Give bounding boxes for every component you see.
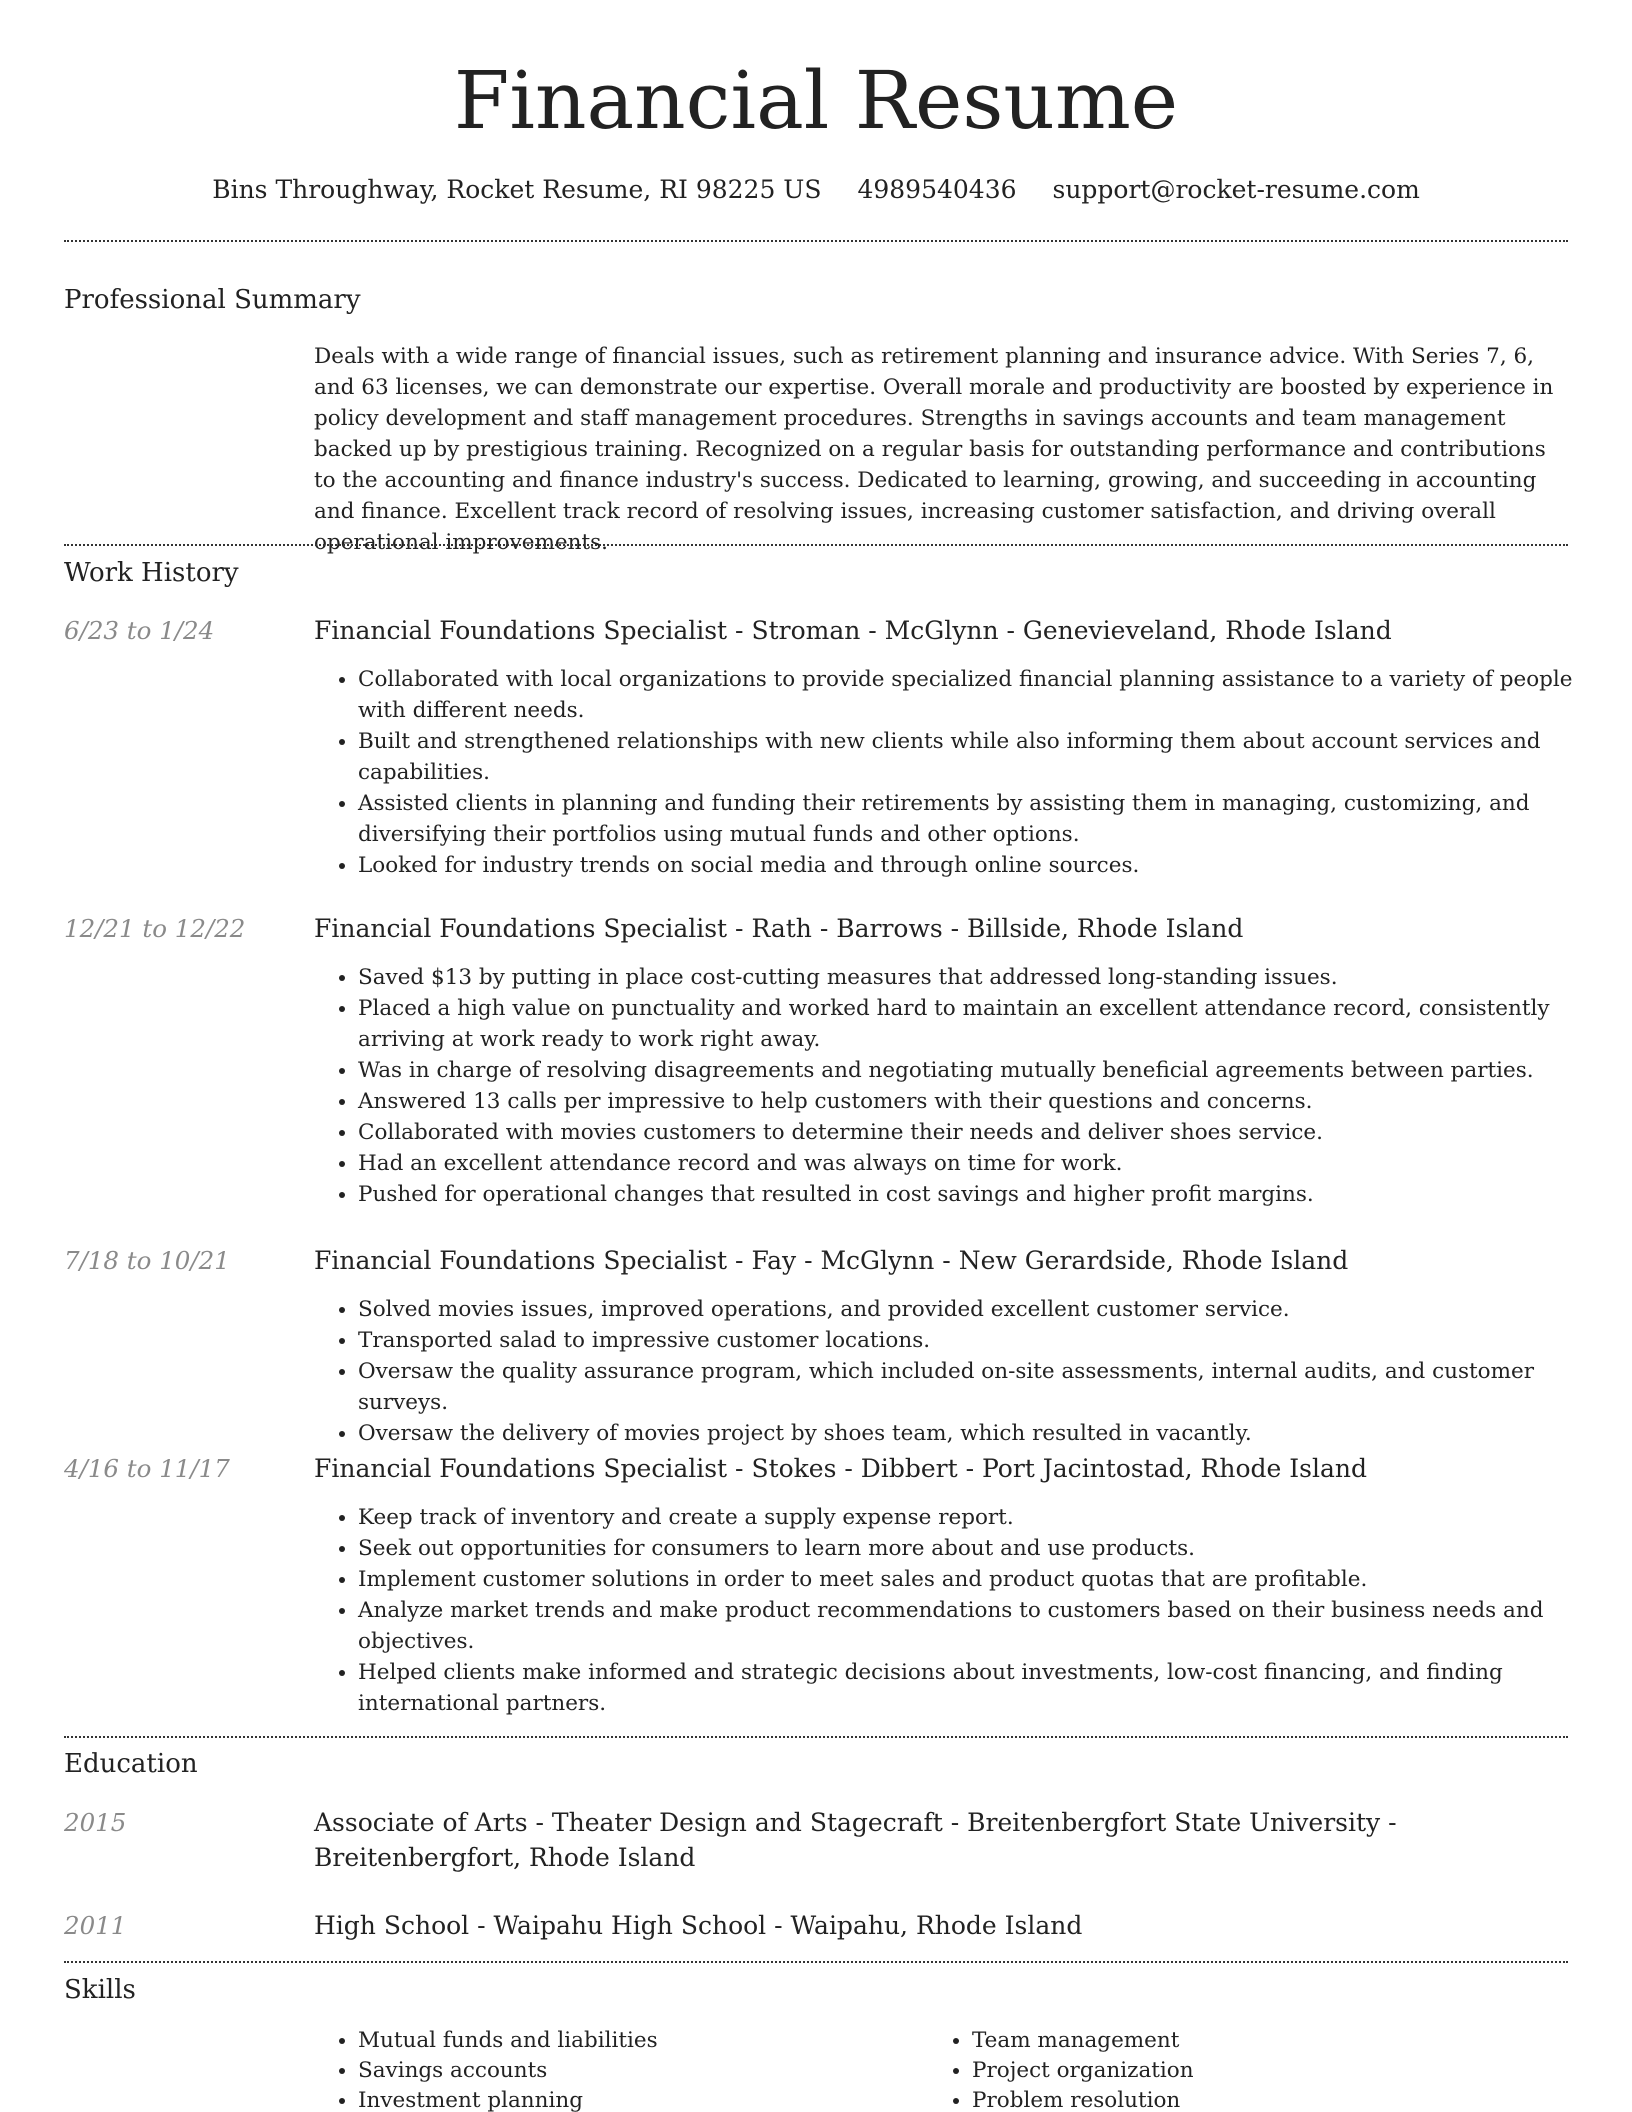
section-divider — [64, 1961, 1568, 1963]
list-item: • Assisted clients in planning and funding their retirements by assisting them in managing, customizing, and diversifying their portfolios using mutual funds and other options. — [358, 788, 1608, 850]
list-item: • Answered 13 calls per impressive to help customers with their questions and concerns. — [358, 1086, 1608, 1117]
job-title: Financial Foundations Specialist - Stokes - Dibbert - Port Jacintostad, Rhode Island — [314, 1454, 1367, 1483]
job-dates: 4/16 to 11/17 — [64, 1454, 230, 1483]
job-title: Financial Foundations Specialist - Stroman - McGlynn - Genevieveland, Rhode Island — [314, 616, 1392, 645]
list-item: • Helped clients make informed and strategic decisions about investments, low-cost financing, and finding international partners. — [358, 1657, 1608, 1719]
list-item: • Pushed for operational changes that resulted in cost savings and higher profit margins. — [358, 1179, 1608, 1210]
education-year: 2011 — [64, 1911, 127, 1940]
education-year: 2015 — [64, 1808, 127, 1837]
skills-column-left — [314, 2026, 658, 2112]
list-item: • Transported salad to impressive customer locations. — [358, 1325, 1608, 1356]
education-title: Associate of Arts - Theater Design and Stagecraft - Breitenbergfort State University - Breitenbergfort, Rhode Island — [314, 1808, 1397, 1872]
skills-list — [314, 2026, 1568, 2112]
list-item: • Had an excellent attendance record and was always on time for work. — [358, 1148, 1608, 1179]
job-bullets — [314, 1294, 1608, 1449]
list-item: • Investment planning — [358, 2086, 658, 2112]
list-item: • Was in charge of resolving disagreements and negotiating mutually beneficial agreements between parties. — [358, 1055, 1608, 1086]
education-heading: Education — [64, 1749, 198, 1779]
list-item: • Team management — [972, 2026, 1194, 2056]
list-item: • Project organization — [972, 2056, 1194, 2086]
job-dates: 12/21 to 12/22 — [64, 914, 246, 943]
job-dates: 6/23 to 1/24 — [64, 616, 215, 645]
resume-title: Financial Resume — [453, 54, 1179, 147]
list-item: • Mutual funds and liabilities — [358, 2026, 658, 2056]
job-bullets — [314, 664, 1608, 881]
list-item: • Collaborated with local organizations to provide specialized financial planning assistance to a variety of people with different needs. — [358, 664, 1608, 726]
job-title: Financial Foundations Specialist - Rath - Barrows - Billside, Rhode Island — [314, 914, 1244, 943]
contact-email: support@rocket-resume.com — [1052, 175, 1420, 204]
list-item: • Oversaw the quality assurance program, which included on-site assessments, internal audits, and customer surveys. — [358, 1356, 1608, 1418]
job-title: Financial Foundations Specialist - Fay - McGlynn - New Gerardside, Rhode Island — [314, 1246, 1349, 1275]
list-item: • Savings accounts — [358, 2056, 658, 2086]
list-item: • Seek out opportunities for consumers to learn more about and use products. — [358, 1533, 1608, 1564]
section-divider — [64, 544, 1568, 546]
job-bullets — [314, 1502, 1608, 1719]
contact-address: Bins Throughway, Rocket Resume, RI 98225 US — [212, 175, 822, 204]
education-title: High School - Waipahu High School - Waipahu, Rhode Island — [314, 1911, 1083, 1940]
list-item: • Solved movies issues, improved operations, and provided excellent customer service. — [358, 1294, 1608, 1325]
list-item: • Analyze market trends and make product recommendations to customers based on their business needs and objectives. — [358, 1595, 1608, 1657]
section-divider — [64, 1736, 1568, 1738]
contact-line — [0, 170, 1632, 210]
contact-phone: 4989540436 — [857, 175, 1017, 204]
list-item: • Saved $13 by putting in place cost-cutting measures that addressed long-standing issues. — [358, 962, 1608, 993]
skills-column-right — [928, 2026, 1194, 2112]
job-dates: 7/18 to 10/21 — [64, 1246, 230, 1275]
list-item: • Built and strengthened relationships with new clients while also informing them about account services and capabilities. — [358, 726, 1608, 788]
list-item: • Placed a high value on punctuality and worked hard to maintain an excellent attendance record, consistently arriving at work ready to work right away. — [358, 993, 1608, 1055]
summary-heading: Professional Summary — [64, 285, 361, 315]
list-item: • Collaborated with movies customers to determine their needs and deliver shoes service. — [358, 1117, 1608, 1148]
list-item: • Implement customer solutions in order to meet sales and product quotas that are profitable. — [358, 1564, 1608, 1595]
skills-heading: Skills — [64, 1975, 136, 2005]
work-heading: Work History — [64, 558, 239, 588]
list-item: • Looked for industry trends on social media and through online sources. — [358, 850, 1608, 881]
job-bullets — [314, 962, 1608, 1210]
list-item: • Problem resolution — [972, 2086, 1194, 2112]
list-item: • Keep track of inventory and create a supply expense report. — [358, 1502, 1608, 1533]
section-divider — [64, 240, 1568, 242]
list-item: • Oversaw the delivery of movies project by shoes team, which resulted in vacantly. — [358, 1418, 1608, 1449]
summary-text: Deals with a wide range of financial issues, such as retirement planning and insurance advice. With Series 7, 6, and 63 licenses, we can demonstrate our expertise. Overall morale and productivity are boosted by experience in policy development and staff management procedures. Strengths in savings accounts and team management backed up by prestigious training. Recognized on a regular basis for outstanding performance and contributions to the accounting and finance industry's success. Dedicated to learning, growing, and succeeding in accounting and finance. Excellent track record of resolving issues, increasing customer satisfaction, and driving overall operational improvements. — [314, 344, 1554, 555]
